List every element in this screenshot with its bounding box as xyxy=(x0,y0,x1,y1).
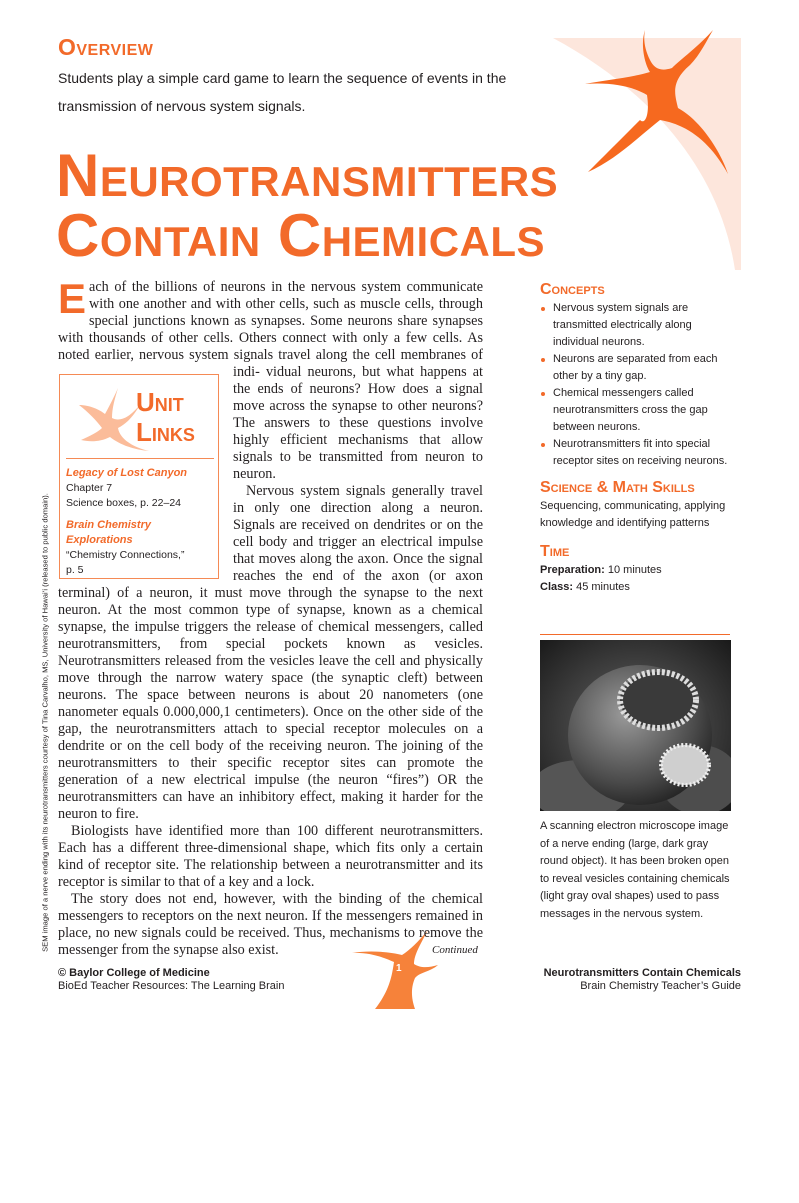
page-number: 1 xyxy=(396,963,402,974)
paragraph-2: Nervous system signals generally travel in only one direction along a neuron. Signals are received on dendrites or on the cell body and trigger an electrical impulse that moves along the axon. Once the signal reaches the end of the axon (or axon terminal) of a neuron, it must move through the synapse to the next neuron. At the most common type of synapse, known as a chemical synapse, the impulse triggers the release of chemical messengers, called neurotransmitters, from special pockets known as vesicles. Neurotransmitters released from the vesicles leave the cell and physically move through the narrow watery space (the synaptic cleft) between neurons. The space between neurons is about 20 nanometers (one nanometer equals 0.000,000,1 centimeters). Once on the other side of the gap, the neurotransmitters attach to special receptor molecules on a dendrite or on the cell body of the receiving neuron. The joining of the neurotransmitters to their specific receptor sites can promote the generation of a new electrical impulse (the neuron “fires”) OR the neurotransmitters can have an inhibitory effect, making it harder for the neuron to fire. xyxy=(58,483,483,822)
photo-caption: A scanning electron microscope image of a nerve ending (large, dark gray round object). It has been broken open to reveal vesicles containing chemicals (light gray oval shapes) used to pass messages in the nervous system. xyxy=(540,820,730,920)
footer-copyright: © Baylor College of Medicine xyxy=(58,967,210,979)
title-line-1: Neurotransmitters xyxy=(56,142,559,209)
footer-title: Neurotransmitters Contain Chemicals xyxy=(543,967,741,979)
time-class xyxy=(540,579,735,596)
list-item: Chemical messengers called neurotransmitters cross the gap between neurons. xyxy=(540,385,735,436)
unit-link-detail: Chapter 7 xyxy=(66,482,113,494)
unit-link-detail: Science boxes, p. 22–24 xyxy=(66,497,181,509)
unit-link-detail: “Chemistry Connections,” xyxy=(66,549,185,561)
page-title xyxy=(56,142,559,269)
footer-right xyxy=(544,967,741,993)
image-credit xyxy=(25,0,50,952)
concepts-list xyxy=(540,300,735,470)
unit-links-title xyxy=(136,387,195,447)
list-item: Nervous system signals are transmitted electrically along individual neurons. xyxy=(540,300,735,351)
divider xyxy=(66,458,214,459)
time-preparation xyxy=(540,562,735,579)
divider xyxy=(540,634,730,635)
paragraph-1-start: ach of the billions of neurons in the nervous system communicate with one another and with other cells, such as muscle cells, through special junctions known as synapses. Some neurons share synapses with thousands of other cells. Others connect with only a few cells. As noted earlier, nervous system signals travel along the cell membranes of indi- xyxy=(58,279,483,380)
sidebar-right xyxy=(540,280,735,596)
list-item: Neurons are separated from each other by a tiny gap. xyxy=(540,351,735,385)
paragraph-1-rest: vidual neurons, but what happens at the ends of neurons? How does a signal move across the synapse to other neurons? The answers to these questions involve highly efficient mechanisms that allow signals to be transmitted from neuron to neuron. xyxy=(233,364,483,482)
footer-left xyxy=(58,967,284,993)
time-heading: Time xyxy=(540,543,570,560)
class-label: Class: xyxy=(540,581,574,593)
sem-nerve-ending-image xyxy=(540,640,731,811)
prep-value: 10 minutes xyxy=(607,564,662,576)
prep-label: Preparation: xyxy=(540,564,605,576)
skills-text: Sequencing, communicating, applying knowledge and identifying patterns xyxy=(540,500,726,529)
class-value: 45 minutes xyxy=(576,581,630,593)
title-line-2: Contain Chemicals xyxy=(56,202,546,269)
paragraph-3: Biologists have identified more than 100 different neurotransmitters. Each has a different three-dimensional shape, which fits only a certain kind of receptor site. The relationship between a neurotransmitter and its receptor is similar to that of a key and a lock. xyxy=(58,823,483,890)
overview-text: Students play a simple card game to learn the sequence of events in the transmission of nervous system signals. xyxy=(58,70,507,114)
main-body-text xyxy=(58,275,483,959)
drop-cap: E xyxy=(58,275,87,322)
unit-link-title[interactable]: Legacy of Lost Canyon xyxy=(66,467,188,479)
unit-link-detail: p. 5 xyxy=(66,564,84,576)
unit-links-list xyxy=(66,466,218,578)
peach-arc-shape xyxy=(553,38,741,270)
image-credit-text: SEM image of a nerve ending with its neurotransmitters courtesy of Tina Carvalho, MS, University of Hawai‘i (released to public domain). xyxy=(40,493,50,952)
unit-link-title[interactable]: Brain Chemistry Explorations xyxy=(66,519,151,546)
unit-links-title-line-2: Links xyxy=(136,417,195,447)
footer-series: BioEd Teacher Resources: The Learning Brain xyxy=(58,980,285,992)
list-item: Neurotransmitters fit into special receptor sites on receiving neurons. xyxy=(540,436,735,470)
skills-heading: Science & Math Skills xyxy=(540,479,695,496)
unit-links-box xyxy=(59,374,219,579)
paragraph-4: The story does not end, however, with the binding of the chemical messengers to receptors on the next neuron. If the messengers remained in place, no new signals could be received. Thus, mechanisms to remove the messenger from the synapse also exist. xyxy=(58,891,483,958)
continued-label: Continued xyxy=(432,944,478,956)
footer-guide: Brain Chemistry Teacher’s Guide xyxy=(580,980,741,992)
overview-heading: Overview xyxy=(58,34,154,60)
unit-links-title-line-1: Unit xyxy=(136,387,184,417)
concepts-heading: Concepts xyxy=(540,281,605,298)
